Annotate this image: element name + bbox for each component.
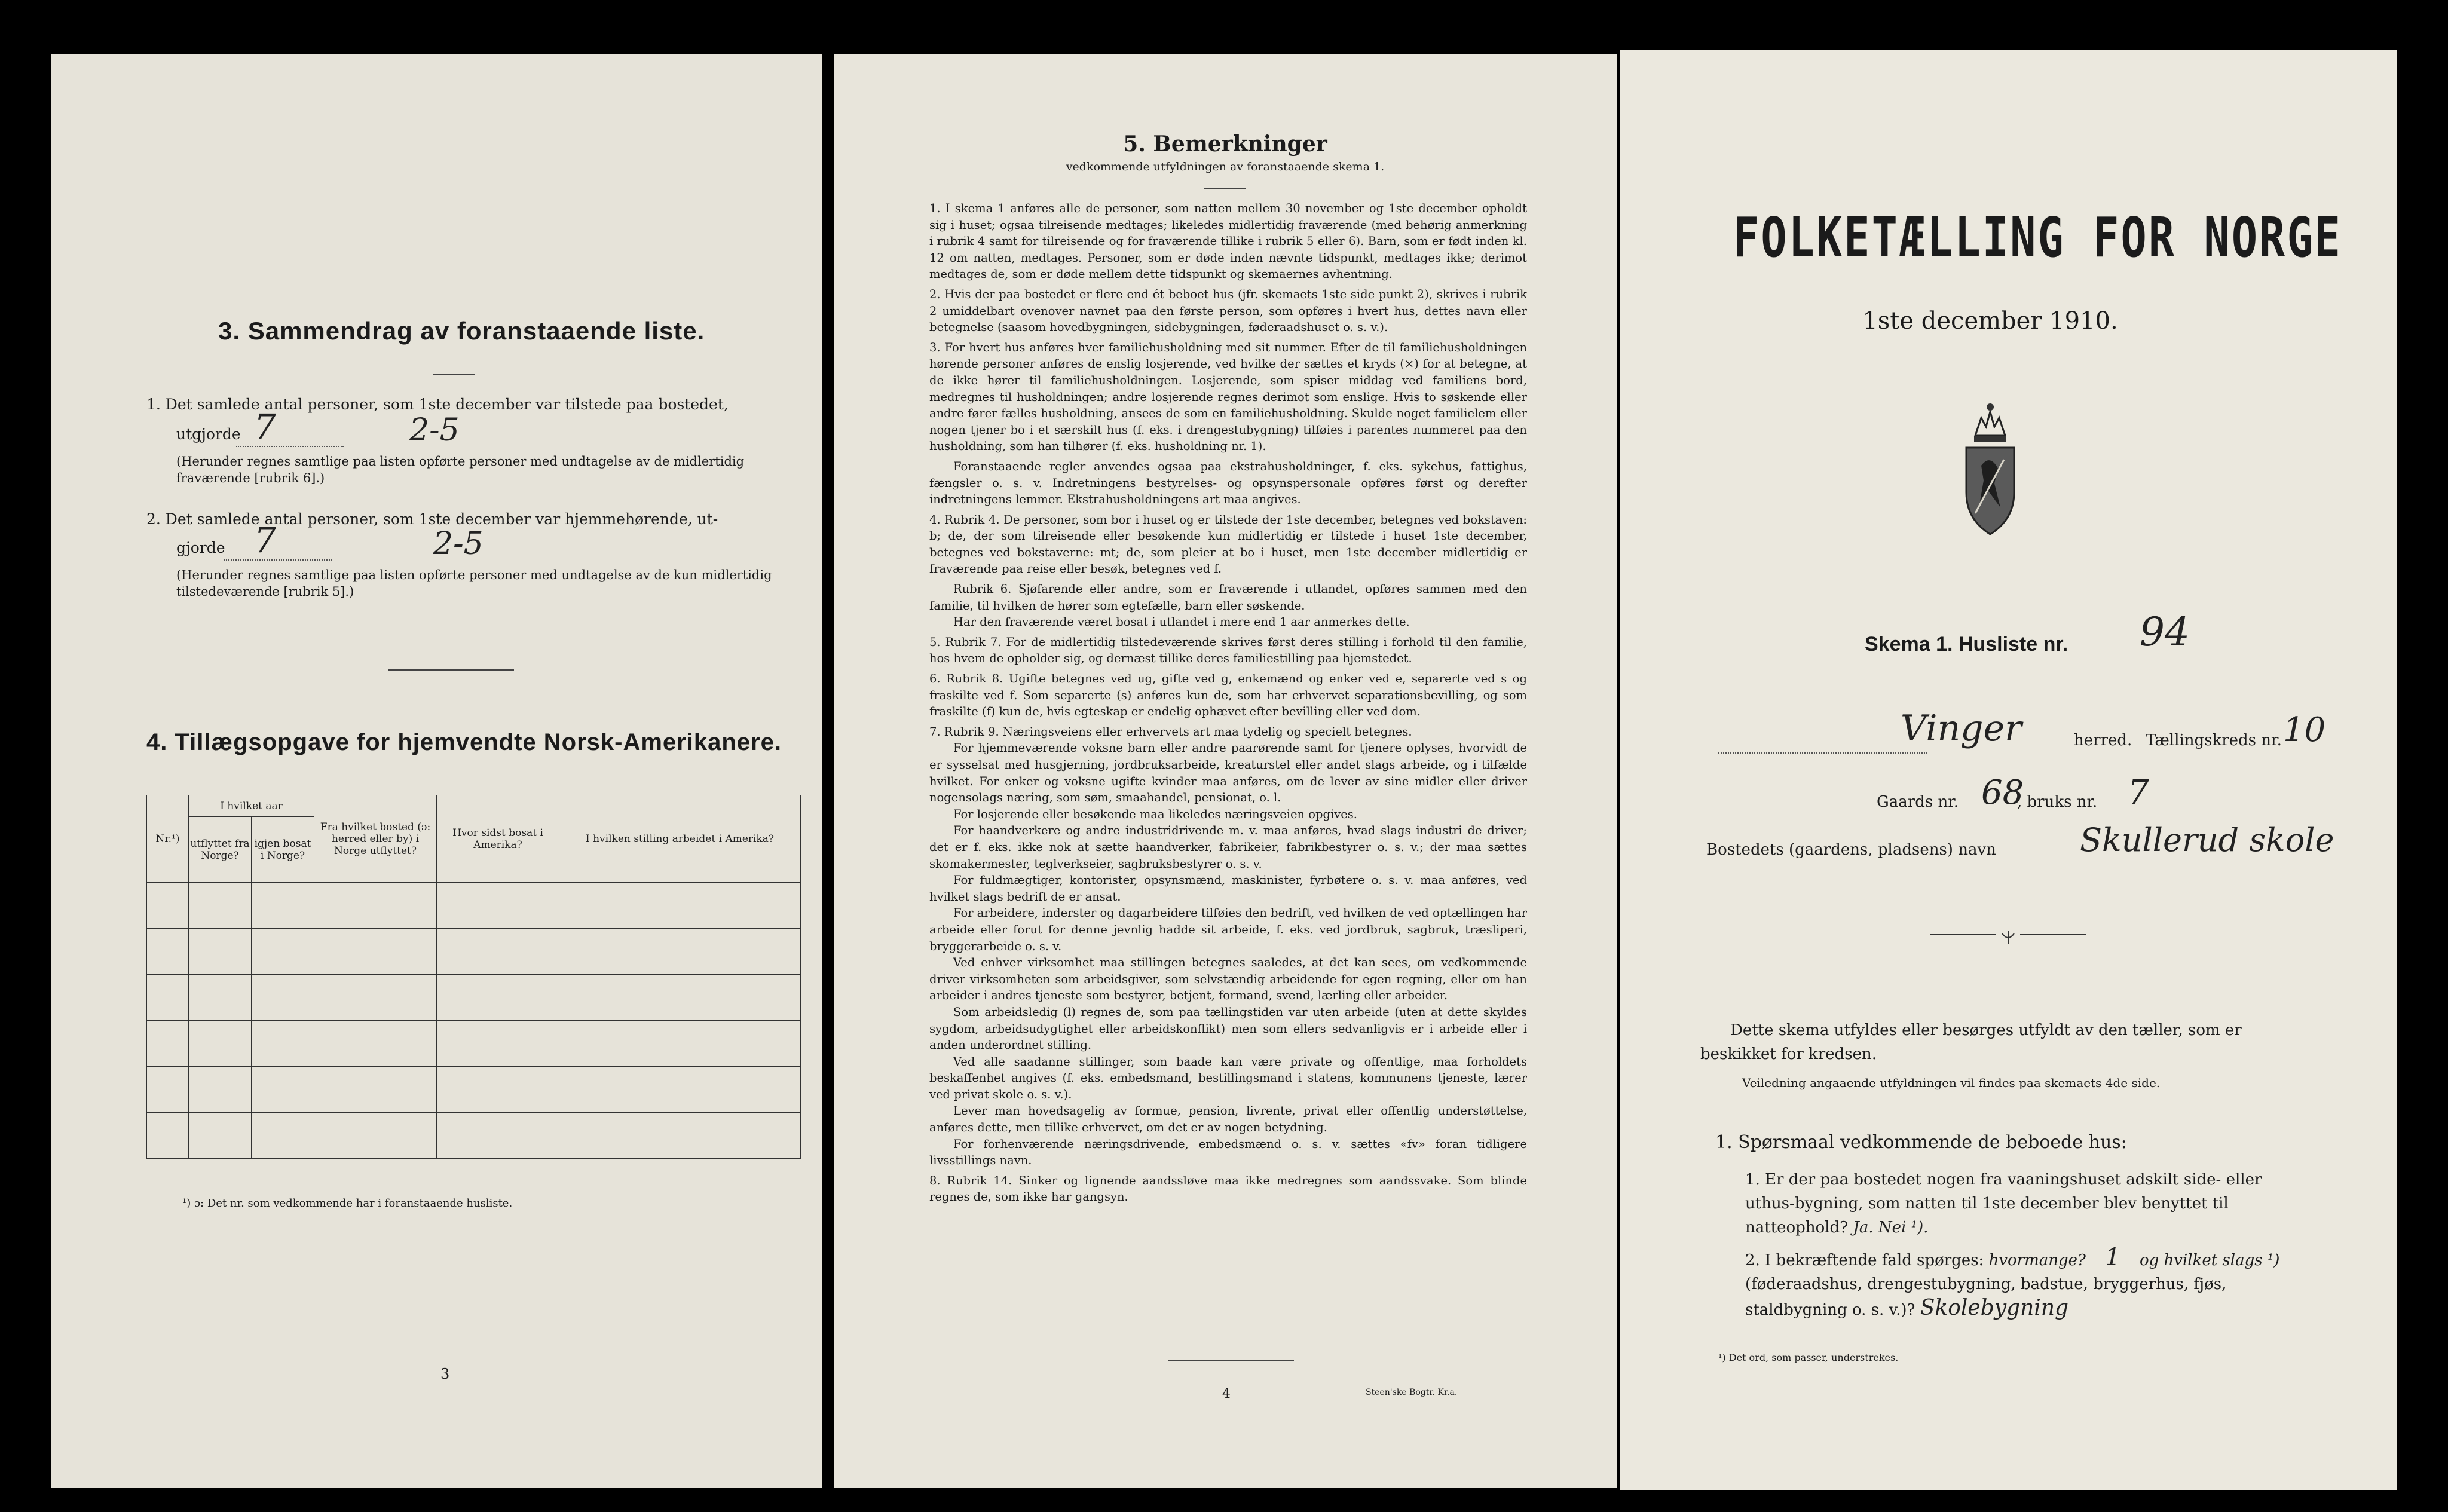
norsk-amerikanere-table (146, 795, 801, 1159)
printer-mark: Steen'ske Bogtr. Kr.a. (1366, 1388, 1458, 1397)
remarks-subtitle: vedkommende utfyldningen av foranstaaende skema 1. (1066, 160, 1385, 173)
q1-dotted-line (236, 446, 344, 447)
note-3b: Foranstaaende regler anvendes ogsaa paa ekstrahusholdninger, f. eks. sykehus, fattighus, fængsler o. s. v. Indretningens bestyrelses- og opsynspersonale opføres først og derefter indretningens lemmer. Ekstrahusholdningens art maa angives. (929, 459, 1527, 507)
herred-label: herred. (2074, 731, 2132, 749)
note-3: 3. For hvert hus anføres hver familiehusholdning med sit nummer. Efter de til familiehusholdningen hørende personer anføres de enslig losjerende, ved hvilke der sættes et kryds (×) for at betegne, at de ikke hører til familiehusholdningen. Losjerende, som spiser middag ved familiens bord, medregnes til husholdningen; andre losjerende regnes derimot som enslige. Hvis to søskende eller andre fører fælles husholdning, ansees de som en familiehusholdning. Skulde noget familielem eller nogen tjener bo i et særskilt hus (f. eks. i drengestubygning) tilføies i parentes nummeret paa den husholdning, som han tilhører (f. eks. husholdning nr. 1). (929, 340, 1527, 454)
note-5: 5. Rubrik 7. For de midlertidig tilstedeværende skrives først deres stilling i forhold til den familie, hos hvem de opholder sig, og dernæst tillike deres familiestilling paa hjemstedet. (929, 635, 1527, 666)
q1-value: 7 (254, 406, 276, 447)
question-2 (1745, 1245, 2301, 1322)
col-year-a: utflyttet fra Norge? (189, 817, 252, 883)
gaards-nr: 68 (1981, 773, 2024, 812)
q2-utgjorde-label: gjorde (176, 539, 225, 556)
note-7j: Lever man hovedsagelig av formue, pension, livrente, privat eller offentlig understøttelse, anføres dette, men tillike erhvervet, om det er av nogen betydning. (929, 1104, 1527, 1135)
remarks-title: 5. Bemerkninger (1123, 131, 1327, 157)
table-row (147, 975, 801, 1021)
herred-value: Vinger (1901, 708, 2022, 749)
note-7e: For fuldmægtiger, kontorister, opsynsmænd, maskinister, fyrbøtere o. s. v. maa anføres, ved hvilket slags bedrift de er ansat. (929, 873, 1527, 904)
note-7k: For forhenværende næringsdrivende, embedsmænd o. s. v. sættes «fv» foran tidligere livsstillings navn. (929, 1137, 1527, 1168)
question-2-answer: Skolebygning (1920, 1296, 2069, 1320)
bruks-nr: 7 (2128, 773, 2149, 812)
col-year-b: igjen bosat i Norge? (252, 817, 314, 883)
divider (433, 374, 475, 375)
q2-text: 2. Det samlede antal personer, som 1ste december var hjemmehørende, ut- (146, 510, 718, 528)
divider (1204, 188, 1246, 189)
question-1-answer: Ja. Nei ¹). (1853, 1219, 1929, 1236)
question-heading: 1. Spørsmaal vedkommende de beboede hus: (1715, 1132, 2127, 1153)
note-4c: Har den fraværende været bosat i utlandet i mere end 1 aar anmerkes dette. (953, 615, 1410, 629)
col-from: Fra hvilket bosted (ɔ: herred eller by) i Norge utflyttet? (314, 795, 437, 883)
table-row (147, 1067, 801, 1113)
bruks-label: , bruks nr. (2017, 793, 2098, 811)
note-4b: Rubrik 6. Sjøfarende eller andre, som er fraværende i utlandet, opføres sammen med den familie, til hvilken de hører som egtefælle, barn eller søskende. (929, 582, 1527, 613)
census-date: 1ste december 1910. (1862, 307, 2118, 335)
note-4: 4. Rubrik 4. De personer, som bor i huset og er tilstede der 1ste december, betegnes ved bokstaven: b; de, der som tilreisende eller besøkende kun midlertidig er tilstede i huset 1ste december, betegnes ved bokstaverne: mt; de, som pleier at bo i huset, men 1ste december midlertidig er fraværende paa reise eller besøk, betegnes ved f. (929, 512, 1527, 576)
schema-label: Skema 1. Husliste nr. (1865, 633, 2068, 656)
table-row (147, 929, 801, 975)
note-7d: For haandverkere og andre industridrivende m. v. maa anføres, hvad slags industri de driver; det er f. eks. ikke nok at sætte haandverker, fabrikeier, fabrikbestyrer o. s. v.; der maa sættes skomakermester, teglverkseier, sagbruksbestyrer o. s. v. (929, 824, 1527, 871)
note-8: 8. Rubrik 14. Sinker og lignende aandssløve maa ikke medregnes som aandssvake. Som blinde regnes de, som ikke har gangsyn. (929, 1173, 1527, 1204)
question-1-text: 1. Er der paa bostedet nogen fra vaaningshuset adskilt side- eller uthus-bygning, som natten til 1ste december blev benyttet til natteophold? (1745, 1171, 2262, 1236)
q1-utgjorde-label: utgjorde (176, 426, 241, 443)
question-2-start: 2. I bekræftende fald spørges: (1745, 1251, 1984, 1269)
col-year-group: I hvilket aar (189, 795, 314, 817)
norwegian-coat-of-arms-icon (1957, 394, 2023, 537)
q2-value-alt: 2-5 (433, 526, 484, 562)
herred-line (1718, 752, 1927, 754)
page-number: 3 (440, 1366, 450, 1382)
col-position: I hvilken stilling arbeidet i Amerika? (559, 795, 801, 883)
question-2-rest: (føderaadshus, drengestubygning, badstue, bryggerhus, fjøs, staldbygning o. s. v.)? (1745, 1275, 2227, 1319)
table-row (147, 883, 801, 929)
q1-note: (Herunder regnes samtlige paa listen opførte personer med undtagelse av de midlertidig fraværende [rubrik 6].) (176, 454, 745, 485)
section-3-title: 3. Sammendrag av foranstaaende liste. (218, 317, 705, 345)
note-6: 6. Rubrik 8. Ugifte betegnes ved ug, gifte ved g, enkemænd og enker ved e, separerte ved s og fraskilte ved f. Som separerte (s) anføres kun de, som har erhvervet separationsbevilling, og som fraskilte (f) kun de, hvis egteskap er endelig ophævet efter bevilling eller ved dom. (929, 672, 1527, 719)
census-title: FOLKETÆLLING FOR NORGE (1733, 206, 2343, 270)
bosted-label: Bostedets (gaardens, pladsens) navn (1706, 841, 1996, 859)
section-divider (388, 669, 514, 671)
gaards-label: Gaards nr. (1877, 793, 1959, 811)
table-row (147, 1021, 801, 1067)
intro-text: Dette skema utfyldes eller besørges utfyldt av den tæller, som er beskikket for kredsen. (1700, 1021, 2242, 1063)
note-7i: Ved alle saadanne stillinger, som baade kan være private og offentlige, maa forholdets beskaffenhet angives (f. eks. embedsmand, bestillingsmand i statens, kommunens tjeneste, lærer ved privat skole o. s. v.). (929, 1054, 1527, 1101)
question-2-count: 1 (2105, 1244, 2120, 1271)
page-number: 4 (1222, 1386, 1231, 1401)
note-7c: For losjerende eller besøkende maa likeledes næringsveien opgives. (953, 807, 1357, 821)
question-2-hvormange: hvormange? (1988, 1251, 2086, 1269)
section-4-title: 4. Tillægsopgave for hjemvendte Norsk-Amerikanere. (146, 729, 782, 755)
table-footnote: ¹) ɔ: Det nr. som vedkommende har i foranstaaende husliste. (182, 1197, 513, 1210)
husliste-nr: 94 (2140, 609, 2190, 655)
q2-note: (Herunder regnes samtlige paa listen opførte personer med undtagelse av de kun midlertidig tilstedeværende [rubrik 5].) (176, 568, 772, 599)
col-last: Hvor sidst bosat i Amerika? (437, 795, 559, 883)
table-row (147, 1113, 801, 1159)
q2-value: 7 (254, 520, 276, 561)
note-7: 7. Rubrik 9. Næringsveiens eller erhvervets art maa tydelig og specielt betegnes. (929, 724, 1412, 739)
footnote: ¹) Det ord, som passer, understrekes. (1718, 1352, 1899, 1363)
question-2-og: og hvilket slags ¹) (2139, 1251, 2280, 1269)
q2-dotted-line (224, 559, 332, 561)
kreds-label: Tællingskreds nr. (2146, 731, 2282, 749)
note-1: 1. I skema 1 anføres alle de personer, som natten mellem 30 november og 1ste december opholdt sig i huset; ogsaa tilreisende medtages; likeledes midlertidig fraværende (med behørig anmerkning i rubrik 4 samt for tilreisende og for fraværende tillike i rubrik 5 eller 6). Barn, som er født inden kl. 12 om natten, medtages. Personer, som er døde inden nævnte tidspunkt, medtages ikke; derimot medtages de, som er døde mellem dette tidspunkt og skemaernes avhentning. (929, 201, 1527, 281)
intro-note: Veiledning angaaende utfyldningen vil findes paa skemaets 4de side. (1742, 1076, 2161, 1090)
note-7h: Som arbeidsledig (l) regnes de, som paa tællingstiden var uten arbeide (uten at dette skyldes sygdom, arbeidsudygtighet eller arbeidskonflikt) men som ellers sedvanligvis er i arbeide eller i anden underordnet stilling. (929, 1005, 1527, 1052)
bosted-value: Skullerud skole (2080, 821, 2334, 859)
q1-value-alt: 2-5 (409, 412, 460, 448)
note-7f: For arbeidere, inderster og dagarbeidere tilføies den bedrift, ved hvilken de ved optællingen har arbeide eller forut for denne jevnlig hadde sit arbeide, f. eks. ved jordbruk, sagbruk, træsliperi, bryggerarbeide o. s. v. (929, 906, 1527, 953)
q1-text: 1. Det samlede antal personer, som 1ste december var tilstede paa bostedet, (146, 396, 729, 413)
ornament-icon (1620, 929, 2397, 951)
page-4 (834, 54, 1617, 1488)
page-3 (51, 54, 822, 1488)
note-7g: Ved enhver virksomhet maa stillingen betegnes saaledes, at det kan sees, om vedkommende driver virksomheten som arbeidsgiver, som selvstændig arbeidende for egen regning, eller om han arbeider i andres tjeneste som bestyrer, betjent, formand, svend, lærling eller arbeider. (929, 956, 1527, 1003)
kreds-nr: 10 (2283, 711, 2326, 749)
question-1 (1745, 1168, 2301, 1239)
page-1-cover (1620, 50, 2397, 1490)
col-nr: Nr.¹) (147, 795, 189, 883)
note-7b: For hjemmeværende voksne barn eller andre paarørende samt for tjenere oplyses, hvorvidt de er sysselsat med husgjerning, jordbruksarbeide, kreaturstel eller andet slags arbeide, og i tilfælde hvilket. For enker og voksne ugifte kvinder maa anføres, om de lever av sine midler eller driver nogensolags næring, som søm, smaahandel, pensionat, o. l. (929, 741, 1527, 805)
note-2: 2. Hvis der paa bostedet er flere end ét beboet hus (jfr. skemaets 1ste side punkt 2), skrives i rubrik 2 umiddelbart ovenover navnet paa den første person, som opføres i hvert hus, dettes navn eller betegnelse (saasom hovedbygningen, sidebygningen, føderaadshuset o. s. v.). (929, 287, 1527, 335)
bottom-divider (1168, 1360, 1294, 1361)
remarks-list (929, 200, 1527, 1205)
